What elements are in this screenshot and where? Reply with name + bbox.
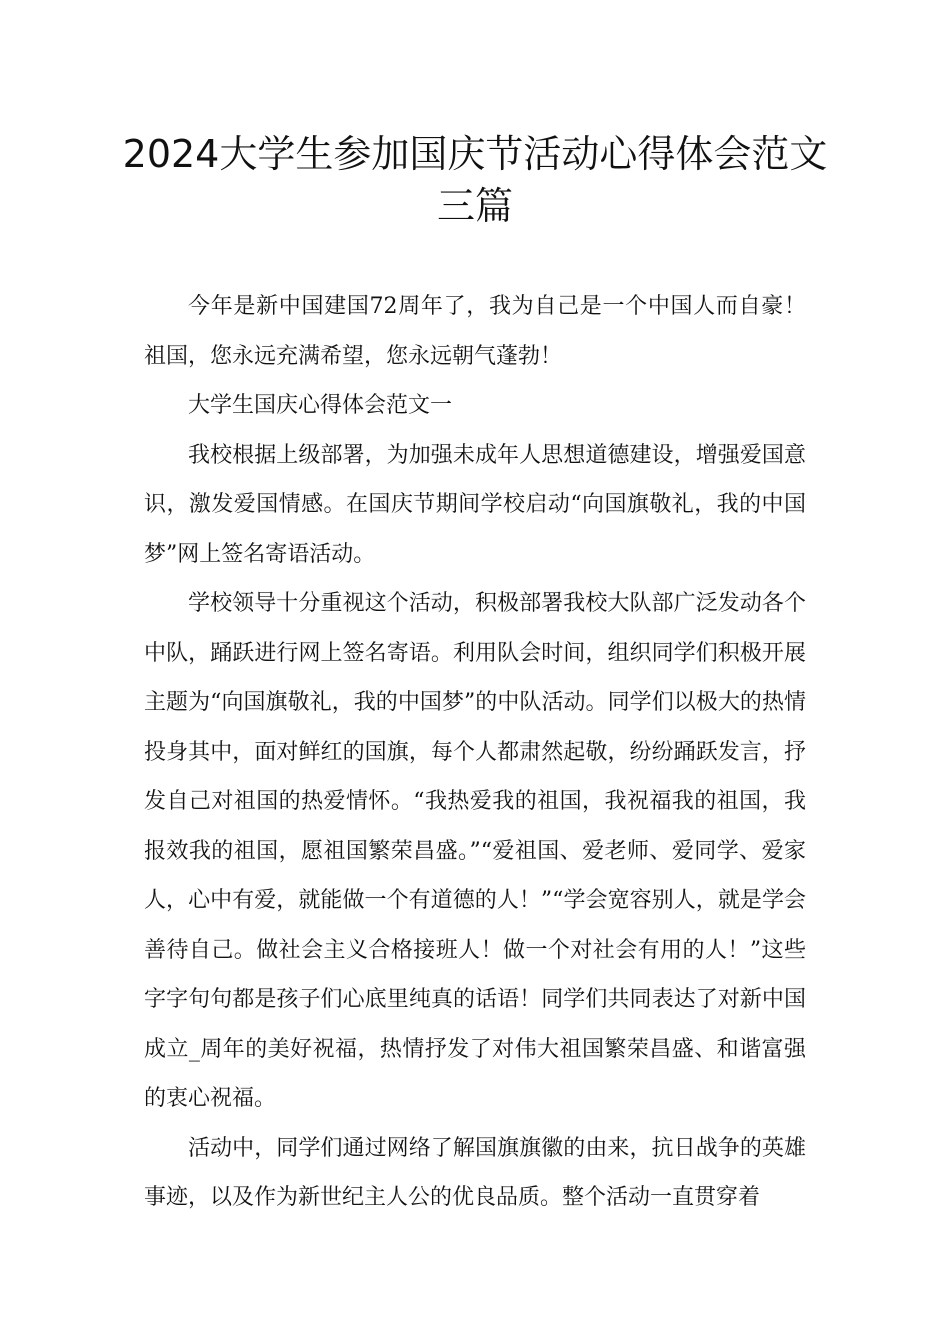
paragraph-intro: 今年是新中国建国72周年了，我为自己是一个中国人而自豪！祖国，您永远充满希望，您永远朝气蓬勃！: [144, 294, 806, 369]
paragraph: 学校领导十分重视这个活动，积极部署我校大队部广泛发动各个中队，踊跃进行网上签名寄语。利用队会时间，组织同学们积极开展主题为“向国旗敬礼，我的中国梦”的中队活动。同学们以极大的热情投身其中，面对鲜红的国旗，每个人都肃然起敬，纷纷踊跃发言，抒发自己对祖国的热爱情怀。“我热爱我的祖国，我祝福我的祖国，我报效我的祖国，愿祖国繁荣昌盛。”“爱祖国、爱老师、爱同学、爱家人，心中有爱，就能做一个有道德的人！”“学会宽容别人，就是学会善待自己。做社会主义合格接班人！做一个对社会有用的人！”这些字字句句都是孩子们心底里纯真的话语！同学们共同表达了对新中国成立_周年的美好祝福，热情抒发了对伟大祖国繁荣昌盛、和谐富强的衷心祝福。: [144, 591, 806, 1111]
paragraph: 活动中，同学们通过网络了解国旗旗徽的由来，抗日战争的英雄事迹，以及作为新世纪主人公的优良品质。整个活动一直贯穿着: [144, 1135, 806, 1210]
document-title: 2024大学生参加国庆节活动心得体会范文三篇: [122, 132, 828, 228]
document-body: [144, 282, 806, 1223]
paragraph: 我校根据上级部署，为加强未成年人思想道德建设，增强爱国意识，激发爱国情感。在国庆节期间学校启动“向国旗敬礼，我的中国梦”网上签名寄语活动。: [144, 442, 806, 567]
section-heading: 大学生国庆心得体会范文一: [188, 393, 453, 418]
